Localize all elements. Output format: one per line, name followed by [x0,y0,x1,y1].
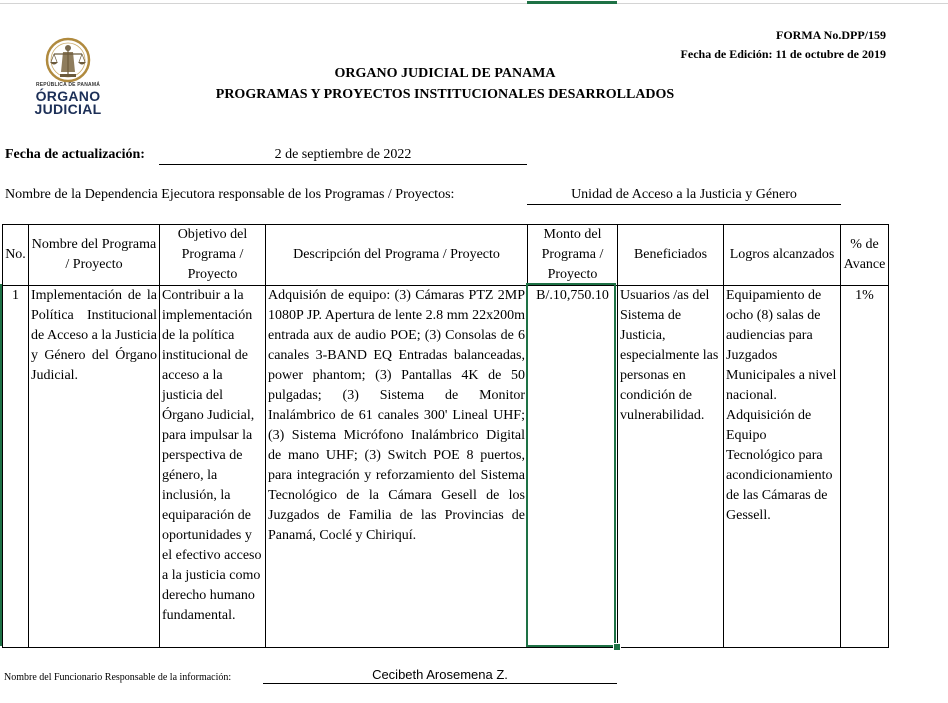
cell-descripcion[interactable]: Adquisión de equipo: (3) Cámaras PTZ 2MP 1080P JP. Apertura de lente 2.8 mm 22x200m entrada aux de audio POE; (3) Consolas de 6 canales 3-BAND EQ Entradas balanceadas, power phantom; (3) Pantallas 4K de 50 pulgadas; (3) Sistema de Monitor Inalámbrico de 61 canales 300' Lineal UHF; (3) Sistema Micrófono Inalámbrico Digital de mano UHF; (3) Switch POE 8 puertos, para integración y reforzamiento del Sistema Tecnológico de la Cámara Gesell de los Juzgados de Familia de las Provincias de Panamá, Coclé y Chiriquí. [266,286,528,648]
header-descripcion[interactable]: Descripción del Programa / Proyecto [266,225,528,286]
fill-handle[interactable] [613,643,621,651]
page-title: ORGANO JUDICIAL DE PANAMA [334,66,556,81]
dependency-value[interactable]: Unidad de Acceso a la Justicia y Género [527,187,841,205]
update-date-label: Fecha de actualización: [5,147,145,162]
form-number: FORMA No.DPP/159 [776,28,886,42]
header-objetivo[interactable]: Objetivo del Programa / Proyecto [160,225,266,286]
edition-date: Fecha de Edición: 11 de octubre de 2019 [680,47,886,61]
cell-nombre[interactable]: Implementación de la Política Institucional de Acceso a la Justicia y Género del Órgano Judicial. [29,286,160,648]
cell-monto[interactable]: B/.10,750.10 [528,286,618,648]
dependency-label: Nombre de la Dependencia Ejecutora responsable de los Programas / Proyectos: [5,187,455,202]
table-row [3,286,889,648]
top-gridline [0,3,948,4]
table-header-row [3,225,889,286]
logo-line2: JUDICIAL [34,101,102,117]
programs-table [2,224,889,648]
responsible-label: Nombre del Funcionario Responsable de la información: [4,672,232,683]
cell-no[interactable]: 1 [3,286,29,648]
cell-objetivo[interactable]: Contribuir a la implementación de la política institucional de acceso a la justicia del Órgano Judicial, para impulsar la perspectiva de género, la inclusión, la equiparación de oportunidades y el efectivo acceso a la justicia como derecho humano fundamental. [160,286,266,648]
logo-country-text: REPÚBLICA DE PANAMÁ [35,82,101,88]
header-nombre[interactable]: Nombre del Programa / Proyecto [29,225,160,286]
cell-avance[interactable]: 1% [841,286,889,648]
header-logros[interactable]: Logros alcanzados [724,225,841,286]
row-selection-edge [0,284,2,646]
column-selection-indicator [527,1,617,4]
cell-beneficiados[interactable]: Usuarios /as del Sistema de Justicia, especialmente las personas en condición de vulnerabilidad. [618,286,724,648]
responsible-value[interactable]: Cecibeth Arosemena Z. [263,667,617,684]
header-no[interactable]: No. [3,225,29,286]
update-date-value[interactable]: 2 de septiembre de 2022 [159,147,527,165]
cell-logros[interactable]: Equipamiento de ocho (8) salas de audiencias para Juzgados Municipales a nivel nacional. Adquisición de Equipo Tecnológico para acondicionamiento de las Cámaras de Gessell. [724,286,841,648]
header-avance[interactable]: % de Avance [841,225,889,286]
header-beneficiados[interactable]: Beneficiados [618,225,724,286]
page-subtitle: PROGRAMAS Y PROYECTOS INSTITUCIONALES DESARROLLADOS [215,87,675,102]
header-monto[interactable]: Monto del Programa / Proyecto [528,225,618,286]
logo-line1: ÓRGANO [35,88,101,104]
